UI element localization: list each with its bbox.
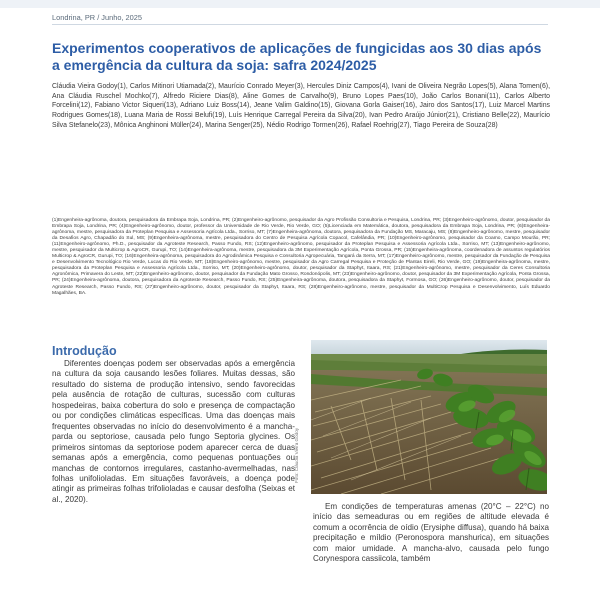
soybean-seedlings-image [311,340,547,494]
photo-credit [292,345,304,485]
soybean-field-photo [311,340,547,494]
header-divider [52,24,548,25]
section-heading-introduction: Introdução [52,344,117,358]
photo-credit-text: Foto: Cláudia Vieira Godoy [294,427,299,483]
author-list: Cláudia Vieira Godoy(1), Carlos Mitinori Utiamada(2), Maurício Conrado Meyer(3), Hercules Diniz Campos(4), Ivani de Oliveira Negrão Lopes(5), Alana Tomen(6), Ana Cláudia Ruschel Mochko(7), Alfredo Riciere Dias(8), Aline Gomes de Carvalho(9), Bruno Lopes Paes(10), João Carlos Bonani(11), Carlos Alberto Forcelini(12), Fabiano Victor Siqueri(13), Adriano Luiz Boss(14), Jeane Valim Galdino(15), Giovana Gorla Gaiser(16), Jairo dos Santos(17), Luiz Marcel Martins Rodrigues Gomes(18), Luana Maria de Rossi Belufi(19), Luís Henrique Carregal Pereira da Silva(20), Ivan Pedro Araújo Júnior(21), Cristiano Belle(22), Maurício Silva Stefanelo(23), Mônica Anghinoni Müller(24), Marina Senger(25), Nédio Rodrigo Tormen(26), Rafael Roehrig(27), Tiago Pereira de Souza(28) [52,83,550,129]
author-affiliations: (1)Engenheira-agrônoma, doutora, pesquisadora da Embrapa Soja, Londrina, PR; (2)Engenheiro-agrônomo, pesquisador da Agro Profissão Consultoria e Pesquisa, Londrina, PR; (3)Engenheiro-agrônomo, doutor, pesquisador da Embrapa Soja, Londrina, PR; (4)Engenheiro-agrônomo, doutor, professor da Universidade de Rio Verde, Rio Verde, GO; (5)Licenciada em Matemática, doutora, pesquisadora da Embrapa Soja, Londrina, PR; (6)Engenheira-agrônoma, mestre, pesquisadora da Proteplan Pesquisa e Assessoria Agrícola Ltda., Sorriso, MT; (7)Engenheira-agrônoma, doutora, pesquisadora da Fundação MS, Maracaju, MS; (8)Engenheiro-agrônomo, mestre, pesquisador da Desafios Agro, Chapadão do Sul, MS; (9)Engenheira-agrônoma, mestre, pesquisadora do Centro de Pesquisa Agrícola Copacol, Cafelândia, PR; (10)Engenheiro-agrônomo, pesquisador da Coamo, Campo Mourão, PR; (11)Engenheiro-agrônomo, Ph.D., pesquisador da Agroteste Research, Passo Fundo, RS; (12)Engenheiro-agrônomo, pesquisador da Proteplan Pesquisa e Assessoria Agrícola Ltda., Sorriso, MT; (13)Engenheiro-agrônomo, mestre, pesquisador da Multicrop & AgroCR, Gurupi, TO; (14)Engenheira-agrônoma, mestre, pesquisadora da 3M Experimentação Agrícola, Ponta Grossa, PR; (15)Engenheira-agrônoma, coordenadora de assuntos regulatórios Multicrop & AgroCR, Gurupi, TO; (16)Engenheira-agrônoma, pesquisadora do Agrodinâmica Pesquisa e Consultoria Agropecuária, Tangará da Serra, MT; (17)Engenheiro-agrônomo, mestre, pesquisador da Fundação de Pesquisa e Desenvolvimento Tecnológico Rio Verde, Lucas do Rio Verde, MT; (18)Engenheiro-agrônomo, mestre, pesquisador da Agro Carregal Pesquisa e Proteção de Plantas Eireli, Rio Verde, GO; (19)Engenheira-agrônoma, mestre, pesquisadora da Proteplan Pesquisa e Assessoria Agrícola Ltda., Sorriso, MT; (20)Engenheiro-agrônomo, doutor, pesquisador da Staphyt, Itaara, RS; (21)Engenheiro-agrônomo, mestre, pesquisador da Ceres Consultoria Agronômica, Primavera do Leste, MT; (22)Engenheiro-agrônomo, doutor, pesquisador da Fundação Mato Grosso, Rondonópolis, MT; (23)Engenheiro-agrônomo, doutor, pesquisador da 3M Experimentação Agrícola, Ponta Grossa, PR; (24)Engenheira-agrônoma, doutora, pesquisadora da Agroteste Research, Passo Fundo, RS; (25)Engenheira-agrônoma, doutora, pesquisadora da Staphyt, Formosa, GO; (26)Engenheiro-agrônomo, doutor, pesquisador da Agroteste Research, Passo Fundo, RS; (27)Engenheiro-agrônomo, doutor, pesquisador da Staphyt, Itaara, RS; (28)Engenheiro-agrônomo, mestre, pesquisador da MultiCrop Pesquisa e Desenvolvimento, Luís Eduardo Magalhães, BA. [52,218,550,296]
header-strip [0,0,600,8]
intro-paragraph-left: Diferentes doenças podem ser observadas após a emergência na cultura da soja causando lesões foliares. Muitas dessas, são resultado do sistema de produção intensivo, sendo favorecidas pela ausência de rotação de culturas, sucessão com culturas hospedeiras, baixa cobertura do solo e presença de compactação ou por condições climáticas específicas. Uma das doenças mais frequentes observadas no início do desenvolvimento é a mancha-parda ou septoriose, causada pelo fungo Septoria glycines. Os primeiros sintomas da septoriose podem aparecer cerca de duas semanas após a emergência, como pequenas pontuações ou manchas de contornos irregulares, castanho-avermelhadas, nas folhas unifolioladas. Em situações favoráveis, a doença pode atingir as primeiras folhas trifolioladas e causar desfolha (Seixas et al., 2020). [52,359,295,504]
dateline: Londrina, PR / Junho, 2025 [52,13,142,22]
document-title: Experimentos cooperativos de aplicações de fungicidas aos 30 dias após a emergência da cultura da soja: safra 2024/2025 [52,40,542,73]
intro-paragraph-right: Em condições de temperaturas amenas (20°C – 22°C) no início das semeaduras ou em regiões de altitude elevada é comum a ocorrência de oídio (Erysiphe diffusa), quando há baixa precipitação e míldio (Peronospora manshurica), em situações com maior umidade. A mancha-alvo, causada pelo fungo Corynespora cassiicola, também [313,502,549,564]
